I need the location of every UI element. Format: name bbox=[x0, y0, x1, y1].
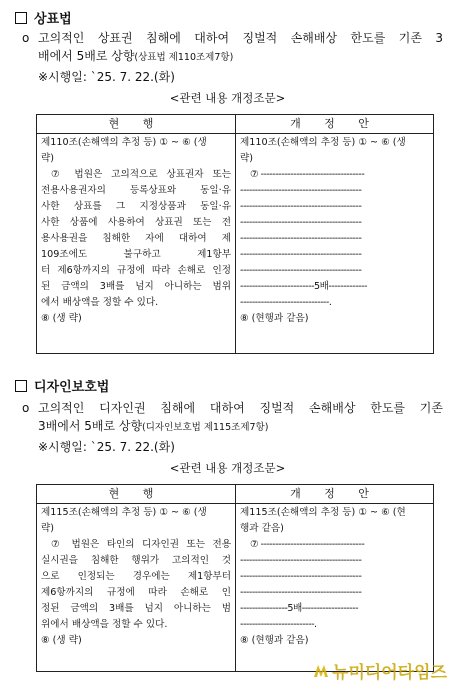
logo-mark-icon bbox=[312, 662, 330, 680]
text-line: 략) bbox=[41, 523, 55, 534]
text-line: 사한 상표를 그 지정상품과 동일·유 bbox=[41, 201, 231, 212]
section-title-trademark: 상표법 bbox=[15, 8, 72, 27]
text-line: 실시권을 침해한 행위가 고의적인 것 bbox=[41, 555, 231, 566]
text-line: 략) bbox=[240, 153, 254, 164]
text-line: 용사용권을 침해한 자에 대하여 제 bbox=[41, 233, 231, 244]
text-line: 행과 같음) bbox=[240, 523, 284, 534]
text-line: 제115조(손해액의 추정 등) ① ~ ⑥ (현 bbox=[240, 507, 406, 518]
text-line: 된 금액의 3배를 넘지 아니하는 범위 bbox=[41, 281, 231, 292]
text-line: ⑧ (현행과 같음) bbox=[240, 313, 309, 324]
text-line: 위에서 배상액을 정할 수 있다. bbox=[41, 619, 168, 630]
text-line: ----------------------------------------- bbox=[240, 233, 362, 244]
text-line: ----------------------------------------- bbox=[240, 185, 362, 196]
text-line: 터 제6항까지의 규정에 따라 손해로 인정 bbox=[41, 265, 231, 276]
text-line: 제110조(손해액의 추정 등) ① ~ ⑥ (생 bbox=[240, 137, 406, 148]
table-caption: <관련 내용 개정조문> bbox=[169, 91, 286, 105]
text-line: ----------------------------------------- bbox=[240, 555, 362, 566]
current-text-cell bbox=[37, 134, 236, 354]
text-line: ⑦ ----------------------------------- bbox=[250, 169, 365, 180]
column-header-current: 현 행 bbox=[37, 485, 236, 504]
effective-date: ※시행일: `25. 7. 22.(화) bbox=[38, 440, 175, 454]
text-line: ⑧ (현행과 같음) bbox=[240, 635, 309, 646]
text-line: ----------------------------------------- bbox=[240, 249, 362, 260]
text-line: 109조에도 불구하고 제1항부 bbox=[41, 249, 231, 260]
text-line: 제115조(손해액의 추정 등) ① ~ ⑥ (생 bbox=[41, 507, 207, 518]
text-line: ----------------------------------------- bbox=[240, 265, 362, 276]
comparison-table bbox=[36, 484, 434, 672]
current-text-cell bbox=[37, 504, 236, 672]
bullet-icon: o bbox=[22, 401, 30, 415]
section-title-design-protection: 디자인보호법 bbox=[15, 376, 109, 395]
effective-date: ※시행일: `25. 7. 22.(화) bbox=[38, 70, 175, 84]
text-line: ----------------5배------------------- bbox=[240, 603, 359, 614]
column-header-current: 현 행 bbox=[37, 115, 236, 134]
bullet-icon: o bbox=[22, 31, 30, 45]
text-line: 략) bbox=[41, 153, 55, 164]
text-line: 으로 인정되는 경우에는 제1항부터 bbox=[41, 571, 231, 582]
text-line: ----------------------------------------- bbox=[240, 571, 362, 582]
text-line: ⑧ (생 략) bbox=[41, 635, 82, 646]
summary-paragraph: o 고의적인 디자인권 침해에 대하여 징벌적 손해배상 한도를 기존 3배에서 5배로 상향(디자인보호법 제115조제7항) bbox=[22, 401, 443, 433]
checkbox-square-icon bbox=[15, 380, 27, 392]
text-line: ⑧ (생 략) bbox=[41, 313, 82, 324]
watermark-logo: 뉴미디어타임즈 bbox=[312, 658, 447, 683]
text-line: -------------------------. bbox=[240, 619, 317, 630]
checkbox-square-icon bbox=[15, 12, 27, 24]
text-line: 전용사용권자의 등록상표와 동일·유 bbox=[41, 185, 231, 196]
text-line: ----------------------------------------- bbox=[240, 587, 362, 598]
revised-text-cell bbox=[236, 134, 434, 354]
text-line: 에서 배상액을 정할 수 있다. bbox=[41, 297, 159, 308]
text-line: -------------------------5배------------- bbox=[240, 281, 367, 292]
text-line: ------------------------------. bbox=[240, 297, 332, 308]
text-line: ⑦ 법원은 타인의 디자인권 또는 전용 bbox=[51, 539, 231, 550]
text-line: 사한 상품에 사용하여 상표권 또는 전 bbox=[41, 217, 231, 228]
comparison-table bbox=[36, 114, 434, 354]
text-line: ⑦ ----------------------------------- bbox=[250, 539, 365, 550]
text-line: 정된 금액의 3배를 넘지 아니하는 범 bbox=[41, 603, 231, 614]
table-caption: <관련 내용 개정조문> bbox=[169, 461, 286, 475]
text-line: ----------------------------------------- bbox=[240, 201, 362, 212]
text-line: ----------------------------------------- bbox=[240, 217, 362, 228]
revised-text-cell bbox=[236, 504, 434, 672]
text-line: 제6항까지의 규정에 따라 손해로 인 bbox=[41, 587, 231, 598]
column-header-revised: 개 정 안 bbox=[236, 485, 434, 504]
text-line: 제110조(손해액의 추정 등) ① ~ ⑥ (생 bbox=[41, 137, 207, 148]
column-header-revised: 개 정 안 bbox=[236, 115, 434, 134]
text-line: ⑦ 법원은 고의적으로 상표권자 또는 bbox=[51, 169, 231, 180]
summary-paragraph: o 고의적인 상표권 침해에 대하여 징벌적 손해배상 한도를 기존 3 배에서 5배로 상향(상표법 제110조제7항) bbox=[22, 31, 443, 63]
